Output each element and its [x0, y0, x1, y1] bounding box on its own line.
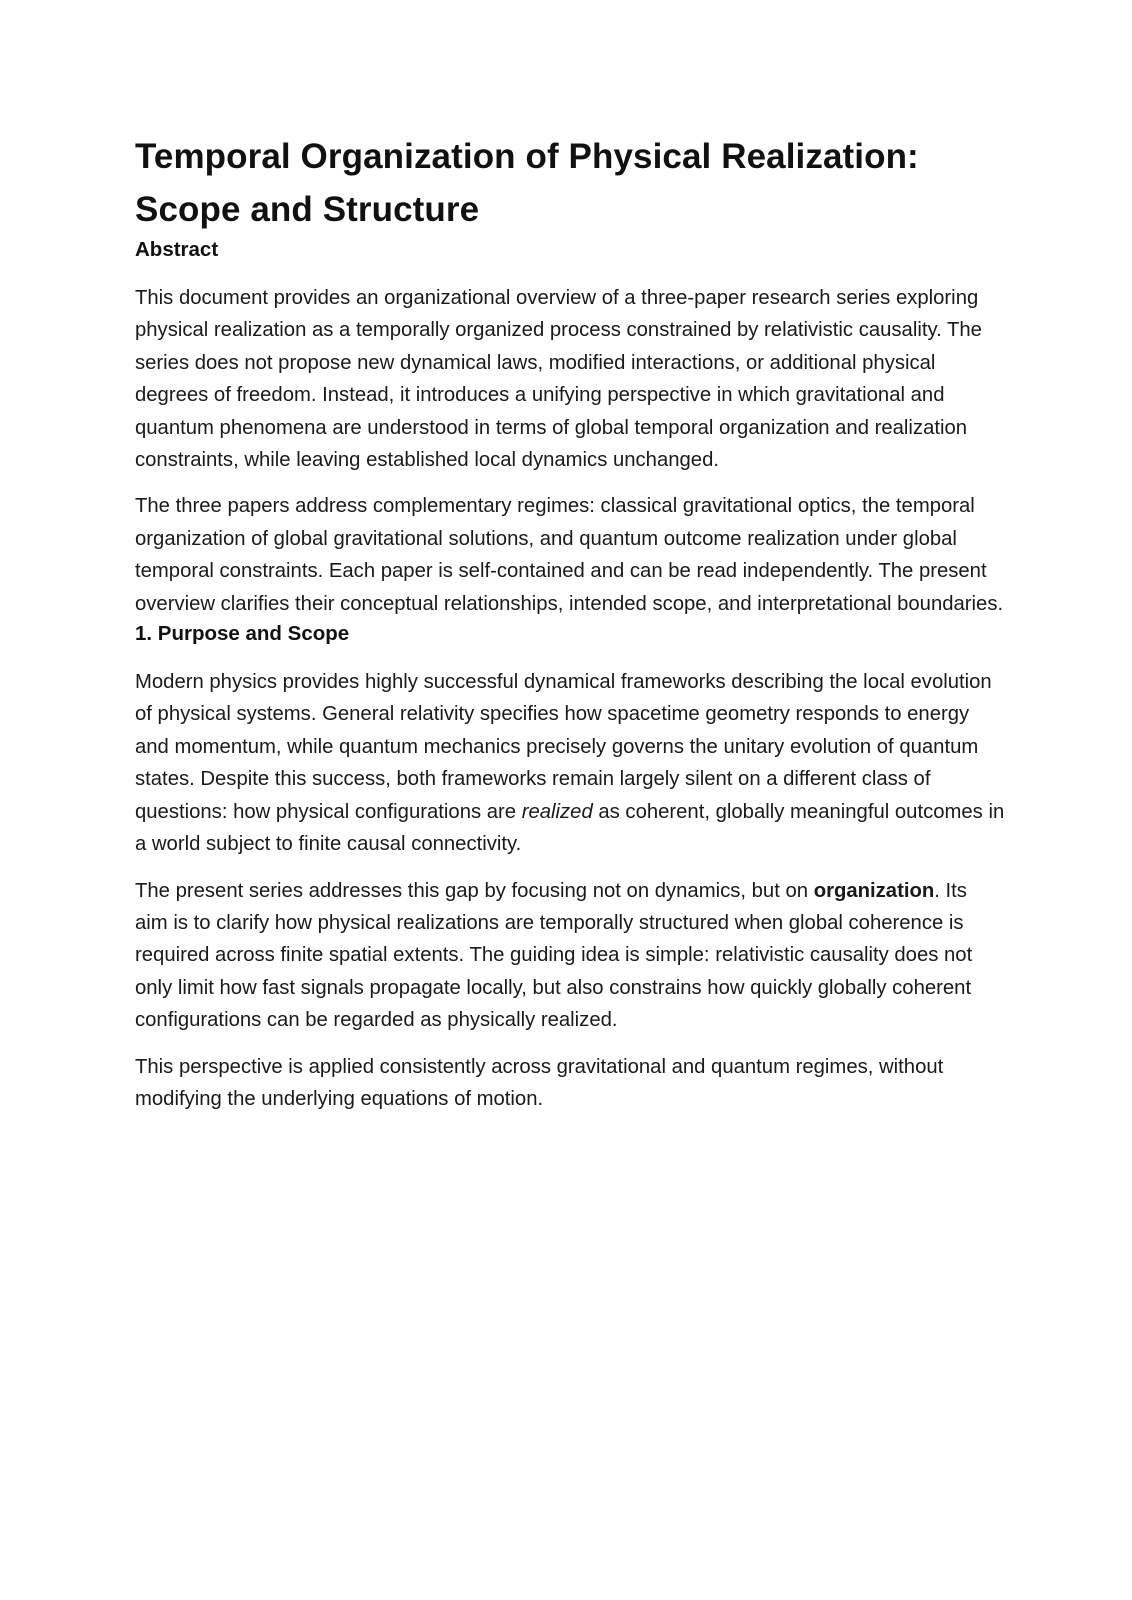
- paragraph-text: Modern physics provides highly successful dynamical frameworks describing the local evolution of physical systems. General relativity specifies how spacetime geometry responds to energy and momentum, while quantum mechanics precisely governs the unitary evolution of quantum states. Despite this success, both frameworks remain largely silent on a different class of questions: how physical configurations are: [135, 671, 992, 823]
- paragraph-text: as coherent, globally meaningful outcomes in a world subject to finite causal connectivity.: [135, 800, 1005, 856]
- section-1-paragraph-1: [135, 666, 1005, 860]
- paragraph-text: The present series addresses this gap by focusing not on dynamics, but on: [135, 879, 814, 902]
- abstract-heading: Abstract: [135, 238, 219, 261]
- section-1-heading: 1. Purpose and Scope: [135, 622, 350, 646]
- document-title: Temporal Organization of Physical Realization: Scope and Structure: [135, 137, 919, 229]
- document-page: [135, 130, 1005, 1115]
- abstract-paragraph-1: This document provides an organizational overview of a three-paper research series exploring physical realization as a temporally organized process constrained by relativistic causality. The series does not propose new dynamical laws, modified interactions, or additional physical degrees of freedom. Instead, it introduces a unifying perspective in which gravitational and quantum phenomena are understood in terms of global temporal organization and realization constraints, while leaving established local dynamics unchanged.: [135, 287, 982, 472]
- abstract-paragraph-2: The three papers address complementary regimes: classical gravitational optics, the temporal organization of global gravitational solutions, and quantum outcome realization under global temporal constraints. Each paper is self-contained and can be read independently. The present overview clarifies their conceptual relationships, intended scope, and interpretational boundaries.: [135, 495, 1004, 615]
- section-1-paragraph-2: [135, 875, 1005, 1037]
- section-1-paragraph-3: This perspective is applied consistently across gravitational and quantum regimes, without modifying the underlying equations of motion.: [135, 1055, 944, 1110]
- bold-term-organization: organization: [813, 879, 935, 902]
- paragraph-text: . Its aim is to clarify how physical realizations are temporally structured when global coherence is required across finite spatial extents. The guiding idea is simple: relativistic causality does not only limit how fast signals propagate locally, but also constrains how quickly globally coherent configurations can be regarded as physically realized.: [135, 879, 973, 1032]
- emphasized-term-realized: realized: [521, 800, 593, 823]
